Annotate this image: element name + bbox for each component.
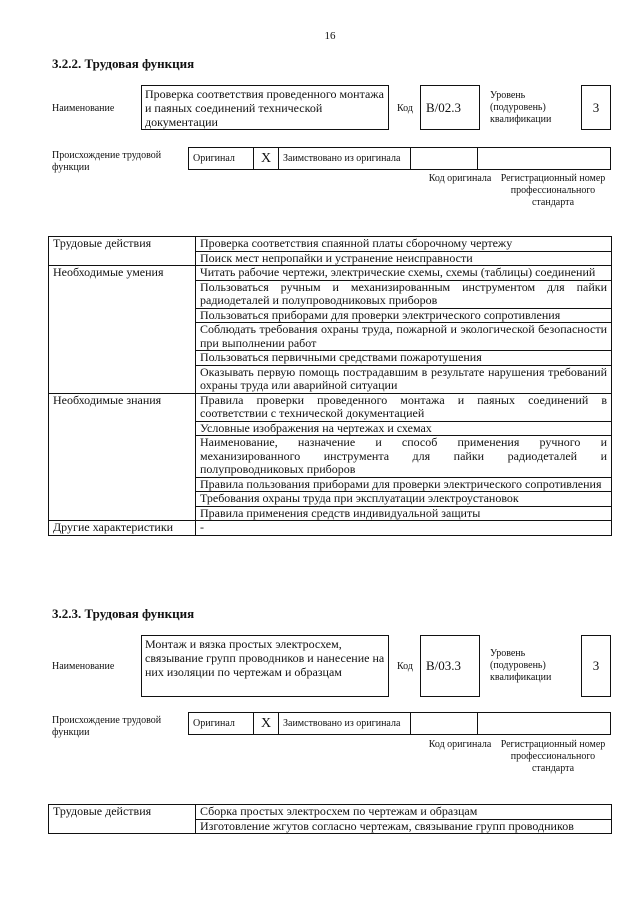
table-row	[49, 237, 612, 252]
origin-table	[188, 712, 611, 735]
function-table	[48, 804, 612, 834]
row-label: Трудовые действия	[49, 805, 196, 834]
level-value: 3	[581, 635, 611, 697]
level-label: Уровень (подуровень) квалификации	[490, 90, 552, 125]
original-label: Оригинал	[189, 713, 254, 735]
cell: Условные изображения на чертежах и схемах	[196, 421, 612, 436]
section-heading: 3.2.2. Трудовая функция	[52, 56, 195, 71]
name-label: Наименование	[52, 661, 115, 672]
code-original-caption: Код оригинала	[428, 173, 492, 184]
code-value: B/02.3	[420, 85, 480, 130]
code-original-cell	[411, 148, 478, 170]
cell: Правила проверки проведенного монтажа и паяных соединений в соответствии с технической документацией	[196, 393, 612, 421]
cell: Пользоваться приборами для проверки электрического сопротивления	[196, 308, 612, 323]
cell: Наименование, назначение и способ применения ручного и механизированного инструмента для пайки радиодеталей и полупроводниковых приборов	[196, 436, 612, 478]
origin-label: Происхождение трудовой функции	[52, 715, 162, 738]
row-label: Трудовые действия	[49, 237, 196, 266]
code-value: B/03.3	[420, 635, 480, 697]
cell: Сборка простых электросхем по чертежам и образцам	[196, 805, 612, 820]
code-original-caption: Код оригинала	[428, 739, 492, 750]
borrowed-label: Заимствовано из оригинала	[279, 713, 411, 735]
table-row	[49, 266, 612, 281]
code-label: Код	[397, 103, 413, 114]
cell: Пользоваться первичными средствами пожаротушения	[196, 351, 612, 366]
function-table	[48, 236, 612, 536]
code-original-cell	[411, 713, 478, 735]
table-row	[49, 805, 612, 820]
level-value: 3	[581, 85, 611, 130]
reg-number-cell	[478, 713, 611, 735]
reg-caption: Регистрационный номер профессионального стандарта	[500, 173, 606, 208]
origin-table	[188, 147, 611, 170]
row-label: Необходимые умения	[49, 266, 196, 394]
cell: Читать рабочие чертежи, электрические схемы, схемы (таблицы) соединений	[196, 266, 612, 281]
borrowed-label: Заимствовано из оригинала	[279, 148, 411, 170]
table-row	[49, 393, 612, 421]
reg-caption: Регистрационный номер профессионального стандарта	[500, 739, 606, 774]
cell: -	[196, 521, 612, 536]
cell: Требования охраны труда при эксплуатации электроустановок	[196, 492, 612, 507]
table-row	[49, 521, 612, 536]
cell: Пользоваться ручным и механизированным инструментом для пайки радиодеталей и полупроводниковых приборов	[196, 280, 612, 308]
original-mark: X	[254, 148, 279, 170]
cell: Поиск мест непропайки и устранение неисправности	[196, 251, 612, 266]
page-number: 16	[324, 30, 336, 42]
cell: Правила применения средств индивидуальной защиты	[196, 506, 612, 521]
reg-number-cell	[478, 148, 611, 170]
section-heading: 3.2.3. Трудовая функция	[52, 606, 195, 621]
code-label: Код	[397, 661, 413, 672]
origin-label: Происхождение трудовой функции	[52, 150, 162, 173]
original-label: Оригинал	[189, 148, 254, 170]
cell: Изготовление жгутов согласно чертежам, связывание групп проводников	[196, 819, 612, 834]
level-label: Уровень (подуровень) квалификации	[490, 648, 552, 683]
cell: Оказывать первую помощь пострадавшим в результате нарушения требований охраны труда или аварийной ситуации	[196, 365, 612, 393]
function-name: Монтаж и вязка простых электросхем, связывание групп проводников и нанесение на них изоляции по чертежам и образцам	[141, 635, 389, 697]
original-mark: X	[254, 713, 279, 735]
cell: Проверка соответствия спаянной платы сборочному чертежу	[196, 237, 612, 252]
cell: Правила пользования приборами для проверки электрического сопротивления	[196, 477, 612, 492]
cell: Соблюдать требования охраны труда, пожарной и экологической безопасности при выполнении работ	[196, 323, 612, 351]
function-name: Проверка соответствия проведенного монтажа и паяных соединений технической документации	[141, 85, 389, 130]
row-label: Необходимые знания	[49, 393, 196, 521]
row-label: Другие характеристики	[49, 521, 196, 536]
name-label: Наименование	[52, 103, 115, 114]
